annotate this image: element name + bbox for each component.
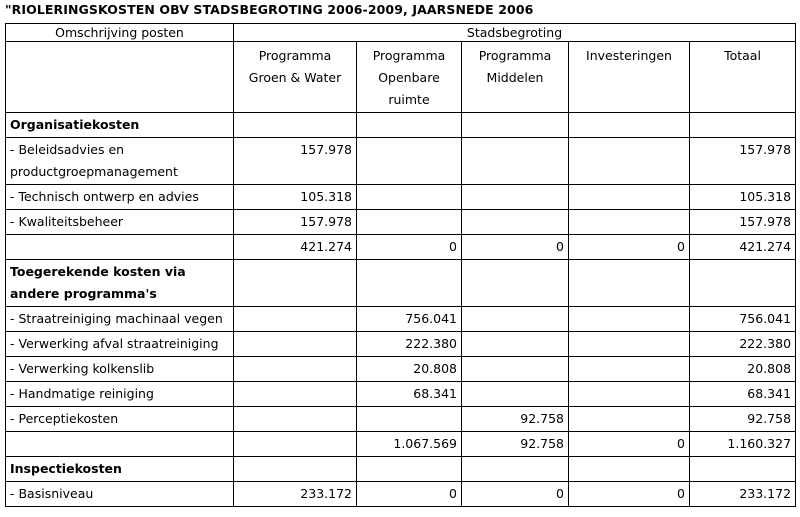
value-cell bbox=[462, 113, 569, 138]
value-cell bbox=[234, 332, 357, 357]
value-cell: 222.380 bbox=[357, 332, 462, 357]
value-cell: 20.808 bbox=[357, 357, 462, 382]
value-cell bbox=[234, 260, 357, 307]
document-title: "RIOLERINGSKOSTEN OBV STADSBEGROTING 2006-2009, JAARSNEDE 2006 bbox=[5, 2, 534, 17]
section-heading: Organisatiekosten bbox=[6, 113, 234, 138]
value-cell bbox=[569, 457, 690, 482]
value-cell bbox=[569, 138, 690, 185]
row-label: - Perceptiekosten bbox=[6, 407, 234, 432]
value-cell: 0 bbox=[569, 482, 690, 507]
value-cell: 68.341 bbox=[690, 382, 796, 407]
value-cell bbox=[234, 357, 357, 382]
value-cell: 233.172 bbox=[234, 482, 357, 507]
row-label: - Verwerking afval straatreiniging bbox=[6, 332, 234, 357]
row-label: - Straatreiniging machinaal vegen bbox=[6, 307, 234, 332]
value-cell bbox=[234, 307, 357, 332]
value-cell: 92.758 bbox=[690, 407, 796, 432]
value-cell: 1.160.327 bbox=[690, 432, 796, 457]
table-row bbox=[6, 357, 796, 382]
value-cell bbox=[569, 113, 690, 138]
row-label: - Handmatige reiniging bbox=[6, 382, 234, 407]
table-row bbox=[6, 457, 796, 482]
row-label: - Beleidsadvies en productgroepmanagement bbox=[6, 138, 234, 185]
section-heading: Toegerekende kosten via andere programma's bbox=[6, 260, 234, 307]
value-cell bbox=[462, 457, 569, 482]
table-row bbox=[6, 185, 796, 210]
value-cell bbox=[569, 357, 690, 382]
value-cell bbox=[357, 210, 462, 235]
cost-table bbox=[5, 23, 796, 507]
value-cell: 0 bbox=[569, 235, 690, 260]
table-row bbox=[6, 260, 796, 307]
table-row bbox=[6, 210, 796, 235]
value-cell: 157.978 bbox=[234, 210, 357, 235]
table-row bbox=[6, 432, 796, 457]
value-cell: 0 bbox=[357, 482, 462, 507]
value-cell bbox=[569, 260, 690, 307]
value-cell bbox=[357, 138, 462, 185]
value-cell bbox=[462, 307, 569, 332]
value-cell bbox=[357, 407, 462, 432]
row-label: - Basisniveau bbox=[6, 482, 234, 507]
value-cell: 756.041 bbox=[357, 307, 462, 332]
header-empty-cell bbox=[6, 42, 234, 113]
value-cell bbox=[234, 432, 357, 457]
table-row bbox=[6, 113, 796, 138]
value-cell bbox=[462, 260, 569, 307]
value-cell bbox=[234, 407, 357, 432]
value-cell bbox=[357, 457, 462, 482]
value-cell: 1.067.569 bbox=[357, 432, 462, 457]
value-cell bbox=[462, 357, 569, 382]
value-cell bbox=[357, 260, 462, 307]
section-heading: Inspectiekosten bbox=[6, 457, 234, 482]
value-cell: 222.380 bbox=[690, 332, 796, 357]
header-stadsbegroting: Stadsbegroting bbox=[234, 24, 796, 42]
column-header: Programma Groen & Water bbox=[234, 42, 357, 113]
value-cell bbox=[690, 113, 796, 138]
value-cell: 105.318 bbox=[690, 185, 796, 210]
value-cell bbox=[357, 185, 462, 210]
value-cell bbox=[462, 185, 569, 210]
value-cell bbox=[462, 332, 569, 357]
table-row bbox=[6, 382, 796, 407]
value-cell bbox=[462, 382, 569, 407]
column-header: Investeringen bbox=[569, 42, 690, 113]
value-cell: 421.274 bbox=[234, 235, 357, 260]
table-row bbox=[6, 138, 796, 185]
column-header: Programma Openbare ruimte bbox=[357, 42, 462, 113]
value-cell bbox=[569, 407, 690, 432]
value-cell bbox=[234, 457, 357, 482]
value-cell: 421.274 bbox=[690, 235, 796, 260]
value-cell: 92.758 bbox=[462, 407, 569, 432]
row-label bbox=[6, 235, 234, 260]
value-cell: 157.978 bbox=[234, 138, 357, 185]
value-cell: 68.341 bbox=[357, 382, 462, 407]
value-cell bbox=[690, 457, 796, 482]
value-cell bbox=[690, 260, 796, 307]
value-cell: 0 bbox=[462, 482, 569, 507]
value-cell bbox=[462, 210, 569, 235]
table-row bbox=[6, 235, 796, 260]
table-row bbox=[6, 307, 796, 332]
value-cell: 233.172 bbox=[690, 482, 796, 507]
value-cell bbox=[569, 185, 690, 210]
header-row-columns bbox=[6, 42, 796, 113]
value-cell: 20.808 bbox=[690, 357, 796, 382]
header-omschrijving: Omschrijving posten bbox=[6, 24, 234, 42]
value-cell: 105.318 bbox=[234, 185, 357, 210]
value-cell: 0 bbox=[462, 235, 569, 260]
column-header: Totaal bbox=[690, 42, 796, 113]
row-label: - Verwerking kolkenslib bbox=[6, 357, 234, 382]
value-cell bbox=[569, 332, 690, 357]
row-label: - Technisch ontwerp en advies bbox=[6, 185, 234, 210]
value-cell: 0 bbox=[357, 235, 462, 260]
value-cell: 0 bbox=[569, 432, 690, 457]
header-row-top bbox=[6, 24, 796, 42]
value-cell bbox=[569, 307, 690, 332]
row-label bbox=[6, 432, 234, 457]
value-cell bbox=[569, 210, 690, 235]
value-cell: 157.978 bbox=[690, 210, 796, 235]
value-cell bbox=[462, 138, 569, 185]
value-cell bbox=[234, 382, 357, 407]
column-header: Programma Middelen bbox=[462, 42, 569, 113]
value-cell: 157.978 bbox=[690, 138, 796, 185]
table-row bbox=[6, 482, 796, 507]
value-cell bbox=[357, 113, 462, 138]
value-cell: 756.041 bbox=[690, 307, 796, 332]
table-row bbox=[6, 332, 796, 357]
value-cell bbox=[234, 113, 357, 138]
row-label: - Kwaliteitsbeheer bbox=[6, 210, 234, 235]
value-cell bbox=[569, 382, 690, 407]
value-cell: 92.758 bbox=[462, 432, 569, 457]
table-row bbox=[6, 407, 796, 432]
